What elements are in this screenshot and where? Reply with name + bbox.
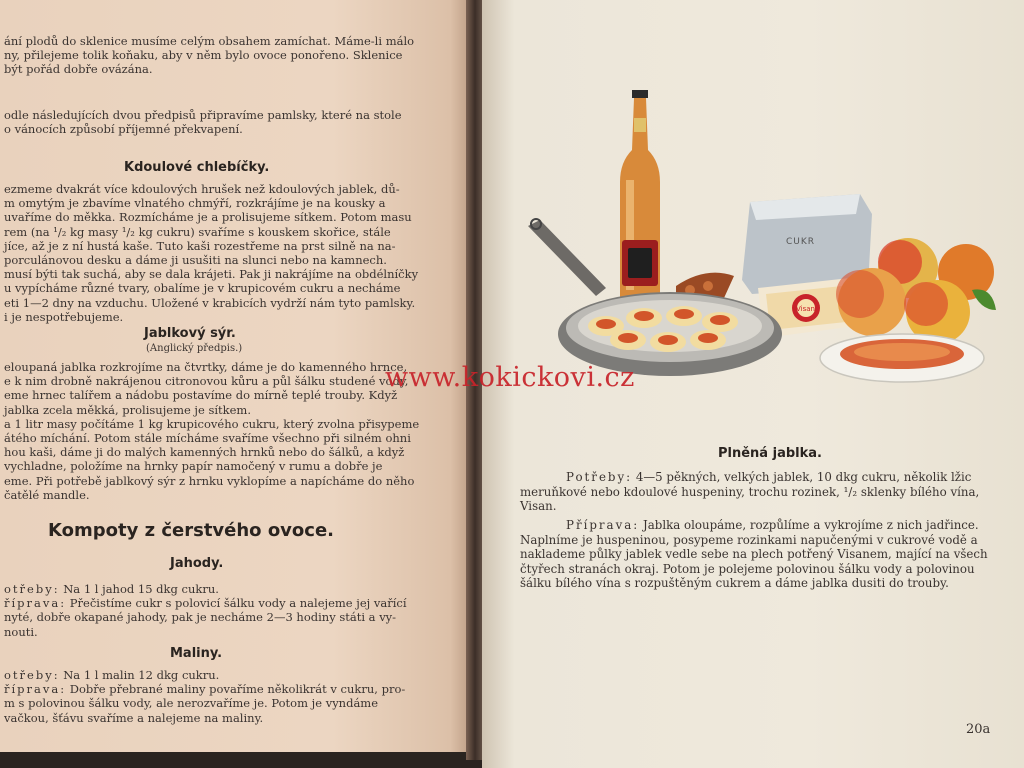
prep-text: Jablka oloupáme, rozpůlíme a vykrojíme z nich jadřince. xyxy=(639,518,979,532)
prep-text: Dobře přebrané maliny povaříme několikrát v cukru, pro- xyxy=(66,682,406,697)
text-line: ezmeme dvakrát více kdoulových hrušek než kdoulových jablek, dů- xyxy=(4,182,400,196)
sugar-bag-label: CUKR xyxy=(786,237,816,247)
recipe-title: Jablkový sýr. xyxy=(144,326,236,341)
recipe-body xyxy=(4,360,419,502)
text-line: vychladne, položíme na hrnky papír namočený v rumu a dobře je xyxy=(4,459,383,474)
needs-text: Na 1 l jahod 15 dkg cukru. xyxy=(59,582,219,596)
text-line: eme hrnec talířem a nádobu postavíme do mírně teplé trouby. Když xyxy=(4,388,398,403)
recipe-title: Jahody. xyxy=(170,556,224,571)
recipe-body xyxy=(4,582,407,639)
text-line: musí býti tak suchá, aby se dala krájeti. Pak ji nakrájíme na obdélníčky xyxy=(4,267,419,282)
intro-paragraph xyxy=(4,34,414,77)
text-line: m s polovinou šálku vody, ale nerozvaříme je. Potom je vyndáme xyxy=(4,696,379,711)
recipe-body xyxy=(4,182,418,324)
text-line: čatělé mandle. xyxy=(4,487,90,502)
needs-text: 4—5 pěkných, velkých jablek, 10 dkg cukru, několik lžic xyxy=(632,470,972,484)
recipe-body xyxy=(566,470,971,485)
text-line: vačkou, šťávu svaříme a nalejeme na maliny. xyxy=(4,710,264,725)
plate-image xyxy=(820,334,984,382)
text-line: e k nim drobně nakrájenou citronovou kůru a půl šálku studené vody, xyxy=(4,374,409,389)
text-line: átého míchání. Potom stále mícháme svaříme všechno při silném ohni xyxy=(4,431,411,446)
text-line: rem (na ¹/₂ kg masy ¹/₂ kg cukru) svaříme s kouskem skořice, stále xyxy=(4,224,391,239)
text-line: meruňkové nebo kdoulové huspeniny, trochu rozinek, ¹/₂ sklenky bílého vína, xyxy=(520,484,980,499)
recipe-body xyxy=(566,518,979,533)
text-line: odle následujících dvou předpisů připravíme pamlsky, které na stole xyxy=(4,108,402,122)
prep-label: říprava: xyxy=(4,596,67,611)
text-line: eme. Při potřebě jablkový sýr z hrnku vyklopíme a napícháme do něho xyxy=(4,473,415,488)
section-title: Kompoty z čerstvého ovoce. xyxy=(48,520,334,541)
text-line: i je nespotřebujeme. xyxy=(4,309,124,324)
text-line: jablka zcela měkká, prolisujeme je sítkem. xyxy=(4,402,251,417)
recipe-title: Kdoulové chlebíčky. xyxy=(124,160,270,175)
text-line: ání plodů do sklenice musíme celým obsahem zamíchat. Máme-li málo xyxy=(4,34,415,48)
text-line: nyté, dobře okapané jahody, pak je necháme 2—3 hodiny státi a vy- xyxy=(4,610,397,625)
liqueur-bottle-image xyxy=(620,90,660,304)
text-line: čtyřech stranách okraj. Potom je polejeme polovinou šálku vody a polovinou xyxy=(520,561,975,576)
text-line: eloupaná jablka rozkrojíme na čtvrtky, dáme je do kamenného hrnce, xyxy=(4,360,408,374)
text-line: ny, přilejeme tolik koňaku, aby v něm bylo ovoce ponořeno. Sklenice xyxy=(4,48,403,63)
text-line xyxy=(4,582,407,596)
text-line: u vypícháme různé tvary, obalíme je v krupicovém cukru a necháme xyxy=(4,281,401,296)
text-line xyxy=(4,668,405,682)
watermark-text: www.kokickovi.cz xyxy=(385,362,635,393)
recipe-title: Maliny. xyxy=(170,646,223,661)
prep-label: říprava: xyxy=(4,682,67,697)
visan-box-label: Visan xyxy=(796,305,815,313)
text-line: porculánovou desku a dáme ji usušiti na slunci nebo na kamnech. xyxy=(4,253,387,268)
text-line xyxy=(566,470,971,485)
text-line xyxy=(4,596,407,610)
text-line: a 1 litr masy počítáme 1 kg krupicového cukru, který zvolna přisypeme xyxy=(4,416,420,431)
text-line xyxy=(566,518,979,533)
text-line: o vánocích způsobí příjemné překvapení. xyxy=(4,122,243,137)
recipe-body xyxy=(520,485,979,514)
recipe-body xyxy=(520,533,988,591)
needs-label: Potřeby: xyxy=(566,470,633,484)
needs-label: otřeby: xyxy=(4,668,60,682)
text-line: uvaříme do měkka. Rozmícháme je a prolisujeme sítkem. Potom masu xyxy=(4,210,412,225)
recipe-body xyxy=(4,668,405,725)
text-line: naklademe půlky jablek vedle sebe na plech potřený Visanem, mající na všech xyxy=(520,547,988,562)
text-line: jíce, až je z ní hustá kaše. Tuto kaši rozestřeme na prst silně na na- xyxy=(4,238,396,253)
text-line: m omytým je zbavíme vlnatého chmýří, rozkrájíme je na kousky a xyxy=(4,196,386,211)
text-line: Visan. xyxy=(520,499,557,514)
text-line: Naplníme je huspeninou, posypeme rozinkami napučenými v cukrové vodě a xyxy=(520,532,978,547)
text-line: šálku bílého vína s rozpuštěným cukrem a dáme jablka dusiti do trouby. xyxy=(520,576,949,591)
prep-label: Příprava: xyxy=(566,518,640,532)
text-line xyxy=(4,682,405,696)
needs-label: otřeby: xyxy=(4,582,60,596)
page-number: 20a xyxy=(966,722,991,737)
text-line: být pořád dobře ovázána. xyxy=(4,62,153,77)
intro-paragraph-2 xyxy=(4,108,402,136)
needs-text: Na 1 l malin 12 dkg cukru. xyxy=(59,668,220,682)
prep-text: Přečistíme cukr s polovicí šálku vody a nalejeme jej vařící xyxy=(66,596,407,611)
recipe-subtitle: (Anglický předpis.) xyxy=(146,343,243,354)
text-line: eti 1—2 dny na vzduchu. Uložené v krabicích vydrží nám tyto pamlsky. xyxy=(4,295,416,310)
text-line: nouti. xyxy=(4,624,38,639)
recipe-title: Plněná jablka. xyxy=(718,446,822,461)
text-line: hou kaši, dáme ji do malých kamenných hrnků nebo do šálků, a když xyxy=(4,445,405,460)
